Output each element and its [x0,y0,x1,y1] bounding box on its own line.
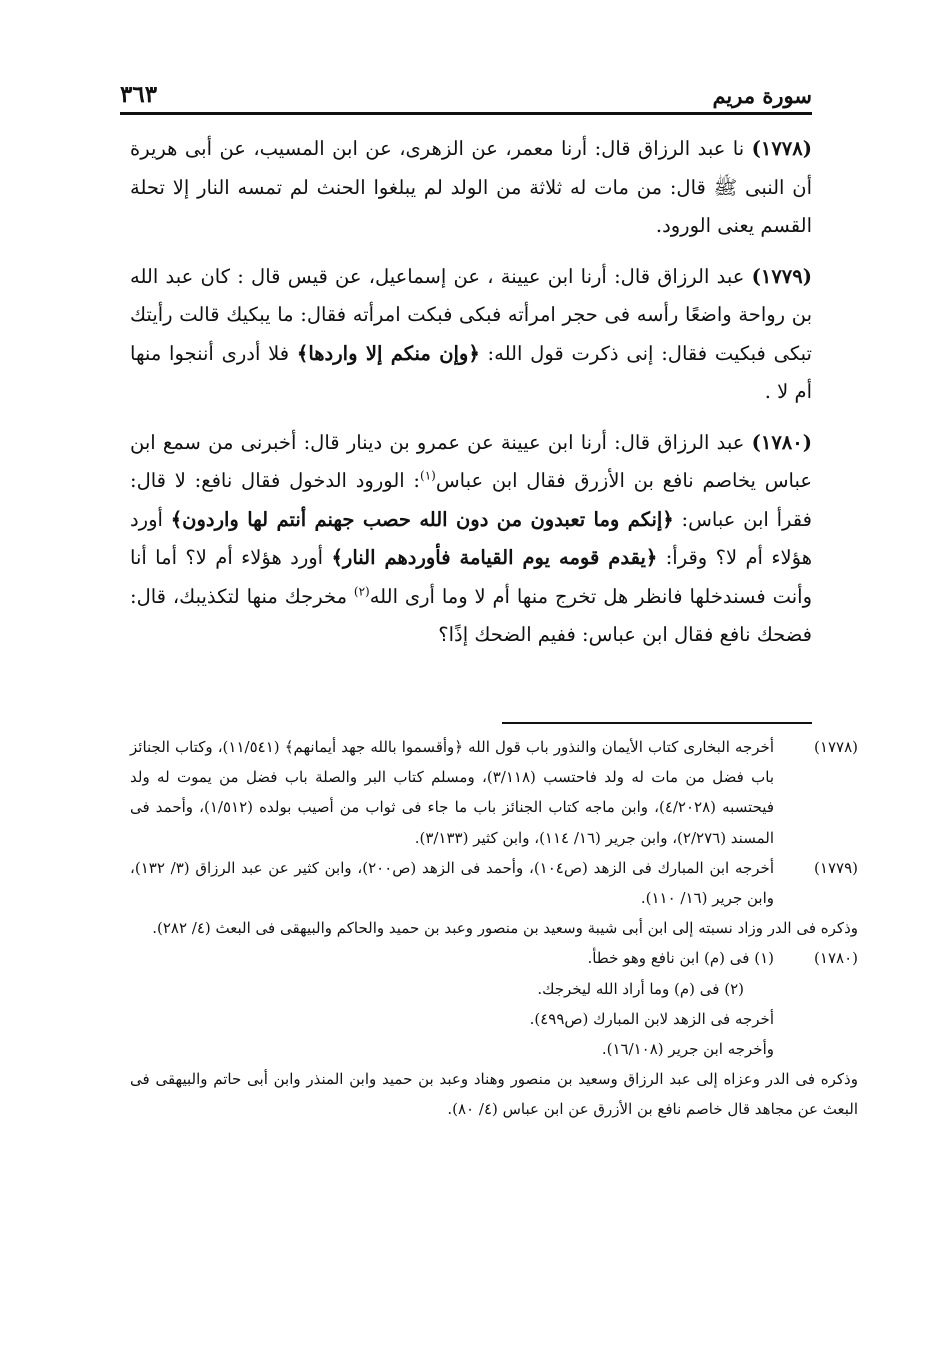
footnote-number: (١٧٧٨) [814,738,858,756]
footnote-text: أخرجه البخارى كتاب الأيمان والنذور باب قول الله ﴿وأقسموا بالله جهد أيمانهم﴾ (١١/٥٤١)، وكتاب الجنائز باب فضل من مات له ولد فاحتسب (٣/١١٨)، ومسلم كتاب البر والصلة باب فضل من يموت له ولد فيحتسبه (٤/٢٠٢٨)، وابن ماجه كتاب الجنائز باب ما جاء فى ثواب من أصيب بولده (١/٥١٢)، وأحمد فى المسند (٢/٢٧٦)، وابن جرير (١٦/ ١١٤)، وابن كثير (٣/١٣٣). [130,738,774,847]
hadith-1778 [130,130,812,246]
hadith-text: : الورود الدخول فقال نافع: لا قال: فقرأ ابن عباس: [130,469,812,531]
hadith-number: (١٧٧٨) [751,137,812,160]
footnote-1779 [130,853,858,913]
hadith-text: نا عبد الرزاق قال: أرنا معمر، عن الزهرى، عن ابن المسيب، عن أبى هريرة أن النبى ﷺ قال: من مات له ثلاثة من الولد لم يبلغوا الحنث لم تمسه النار إلا تحلة القسم يعنى الورود. [130,137,812,237]
footnote-number: (١٧٨٠) [814,949,858,968]
footnote-1778 [130,732,858,853]
quran-verse: ﴿إنكم وما تعبدون من دون الله حصب جهنم أنتم لها واردون﴾ [170,507,674,531]
footnote-text: أخرجه ابن المبارك فى الزهد (ص١٠٤)، وأحمد فى الزهد (ص٢٠٠)، وابن كثير عن عبد الرزاق (٣/ ١٣٢)، وابن جرير (١٦/ ١١٠). [130,858,774,908]
hadith-text: فلا أدرى أننجوا منها أم لا . [130,341,812,403]
footnote-note: (٢) فى (م) وما أراد الله ليخرجك. [537,979,744,998]
hadith-text: عبد الرزاق قال: أرنا ابن عيينة عن عمرو بن دينار قال: أخبرنى من سمع ابن عباس يخاصم نافع بن الأزرق فقال ابن عباس [130,430,812,492]
hadith-number: (١٧٧٩) [751,264,812,288]
footnote-text: وذكره فى الدر وعزاه إلى عبد الرزاق وسعيد بن منصور وهناد وعبد بن حميد وابن المنذر وابن أبى حاتم والبيهقى فى البعث عن مجاهد قال خاصم نافع بن الأزرق عن ابن عباس (٤/ ٨٠). [130,1070,858,1119]
footnotes [130,732,858,1125]
footnote-text: وذكره فى الدر وزاد نسبته إلى ابن أبى شيبة وسعيد بن منصور وعبد بن حميد والحاكم والبيهقى فى البعث (٤/ ٢٨٢). [152,919,858,938]
hadith-1779 [130,258,812,412]
hadith-number: (١٧٨٠) [751,430,812,454]
quran-verse: ﴿يقدم قومه يوم القيامة فأوردهم النار﴾ [331,546,658,569]
footnote-text: وأخرجه ابن جرير (١٦/١٠٨). [601,1040,774,1059]
hadith-text: أورد هؤلاء أم لا؟ وقرأ: [130,507,813,569]
surah-title: سورة مريم [712,83,812,108]
footnote-text: أخرجه فى الزهد لابن المبارك (ص٤٩٩). [529,1009,774,1028]
page-header [120,70,812,115]
footnote-1780 [130,943,858,1064]
hadith-text: عبد الرزاق قال: أرنا ابن عيينة ، عن إسماعيل، عن قيس قال : كان عبد الله بن رواحة واضعًا رأسه فى حجر امرأته فبكى فبكت امرأته فقال: ما يبكيك قالت رأيتك تبكى فبكيت فقال: إنى ذكرت قول الله: [130,264,812,365]
hadith-text: أورد هؤلاء أم لا؟ أما أنا وأنت فسندخلها فانظر هل تخرج منها أم لا وما أرى الله [130,546,812,608]
footnote-number: (١٧٧٩) [814,858,858,877]
quran-verse: ﴿وإن منكم إلا واردها﴾ [296,341,480,365]
footnote-divider [502,722,812,724]
footnote-ref: (١) [420,468,436,483]
footnote-note: (١) فى (م) ابن نافع وهو خطأ. [587,949,774,968]
main-text [130,130,812,667]
hadith-1780 [130,424,812,655]
page-number: ٣٦٣ [120,81,158,108]
footnote-ref: (٢) [353,584,370,598]
hadith-text: مخرجك منها لتكذيبك، قال: فضحك نافع فقال ابن عباس: ففيم الضحك إذًا؟ [130,584,812,646]
